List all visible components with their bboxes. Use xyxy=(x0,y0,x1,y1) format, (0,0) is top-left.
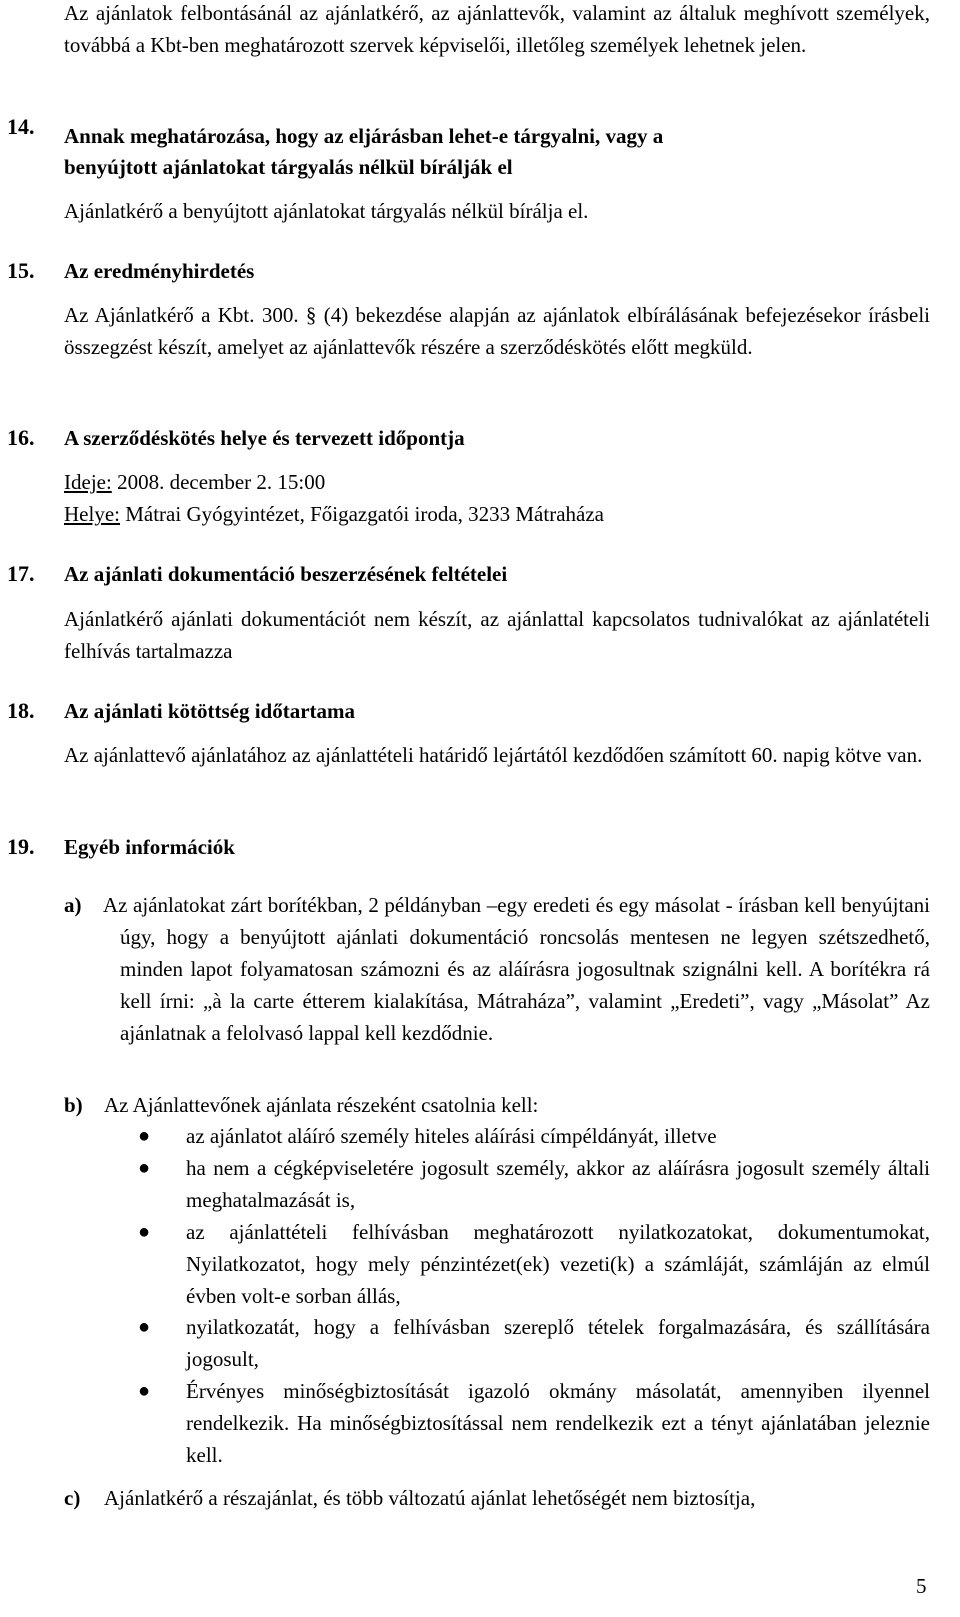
bullet-item: Érvényes minőségbiztosítását igazoló okmány másolatát, amennyiben ilyennel rendelkezik. Ha minőségbiztosítással nem rendelkezik ezt a tényt ajánlatában jeleznie kell. xyxy=(186,1379,930,1467)
section-17-number: 17. xyxy=(7,561,35,586)
section-16-place xyxy=(64,498,604,530)
section-15-number: 15. xyxy=(7,258,35,283)
section-19-heading: Egyéb információk xyxy=(64,835,235,859)
section-14-number: 14. xyxy=(7,114,35,139)
bullet-icon: ● xyxy=(138,1221,151,1243)
section-16-number: 16. xyxy=(7,425,35,450)
section-17-heading: Az ajánlati dokumentáció beszerzésének feltételei xyxy=(64,562,508,586)
section-16-time xyxy=(64,466,325,498)
item-a-text: Az ajánlatokat zárt borítékban, 2 példányban –egy eredeti és egy másolat - írásban kell benyújtani úgy, hogy a benyújtott ajánlati dokumentáció roncsolás mentesen ne legyen szétszedhető, minden lapot folyamatosan számozni és az aláírásra jogosultnak szignálni kell. A borítékra rá kell írni: „à la carte étterem kialakítása, Mátraháza”, valamint „Eredeti”, vagy „Másolat” Az ajánlatnak a felolvasó lappal kell kezdődnie. xyxy=(103,893,930,1045)
time-value: 2008. december 2. 15:00 xyxy=(111,470,326,494)
bullet-item: az ajánlatot aláíró személy hiteles aláírási címpéldányát, illetve xyxy=(186,1124,717,1148)
section-17-body: Ajánlatkérő ajánlati dokumentációt nem készít, az ajánlattal kapcsolatos tudnivalókat az ajánlatételi felhívás tartalmazza xyxy=(64,607,930,663)
place-value: Mátrai Gyógyintézet, Főigazgatói iroda, 3233 Mátraháza xyxy=(119,502,604,526)
section-18-body: Az ajánlattevő ajánlatához az ajánlattételi határidő lejártától kezdődően számított 60. napig kötve van. xyxy=(64,743,923,767)
item-a-label: a) xyxy=(64,893,82,917)
intro-paragraph: Az ajánlatok felbontásánál az ajánlatkérő, az ajánlattevők, valamint az általuk meghívott személyek, továbbá a Kbt-ben meghatározott szervek képviselői, illetőleg személyek lehetnek jelen. xyxy=(64,1,930,57)
bullet-item: az ajánlattételi felhívásban meghatározott nyilatkozatokat, dokumentumokat, Nyilatkozatot, hogy mely pénzintézet(ek) vezeti(k) a számláját, számláján az elmúl évben volt-e sorban állás, xyxy=(186,1220,930,1308)
section-14-heading-line1: Annak meghatározása, hogy az eljárásban lehet-e tárgyalni, vagy a xyxy=(64,124,664,148)
page-number: 5 xyxy=(916,1574,927,1598)
bullet-item: nyilatkozatát, hogy a felhívásban szereplő tételek forgalmazására, és szállítására jogosult, xyxy=(186,1315,930,1371)
bullet-icon: ● xyxy=(138,1125,151,1147)
bullet-icon: ● xyxy=(138,1380,151,1402)
bullet-icon: ● xyxy=(138,1157,151,1179)
item-b-intro: Az Ajánlattevőnek ajánlata részeként csatolnia kell: xyxy=(104,1093,539,1117)
section-14-body: Ajánlatkérő a benyújtott ajánlatokat tárgyalás nélkül bírálja el. xyxy=(64,199,589,223)
section-16-heading: A szerződéskötés helye és tervezett időpontja xyxy=(64,426,465,450)
time-label: Ideje: xyxy=(64,470,112,494)
bullet-item: ha nem a cégképviseletére jogosult személy, akkor az aláírásra jogosult személy általi meghatalmazását is, xyxy=(186,1156,930,1212)
item-b-label: b) xyxy=(64,1093,83,1117)
bullet-icon: ● xyxy=(138,1316,151,1338)
section-18-heading: Az ajánlati kötöttség időtartama xyxy=(64,699,356,723)
place-label: Helye: xyxy=(64,502,120,526)
section-15-body: Az Ajánlatkérő a Kbt. 300. § (4) bekezdése alapján az ajánlatok elbírálásának befejezésekor írásbeli összegzést készít, amelyet az ajánlattevők részére a szerződéskötés előtt megküld. xyxy=(64,303,930,359)
section-14-heading-line2: benyújtott ajánlatokat tárgyalás nélkül bírálják el xyxy=(64,155,513,179)
section-18-number: 18. xyxy=(7,698,35,723)
section-19-number: 19. xyxy=(7,834,35,859)
item-c-label: c) xyxy=(64,1486,81,1510)
item-c-text: Ajánlatkérő a részajánlat, és több változatú ajánlat lehetőségét nem biztosítja, xyxy=(104,1486,756,1510)
section-15-heading: Az eredményhirdetés xyxy=(64,259,255,283)
